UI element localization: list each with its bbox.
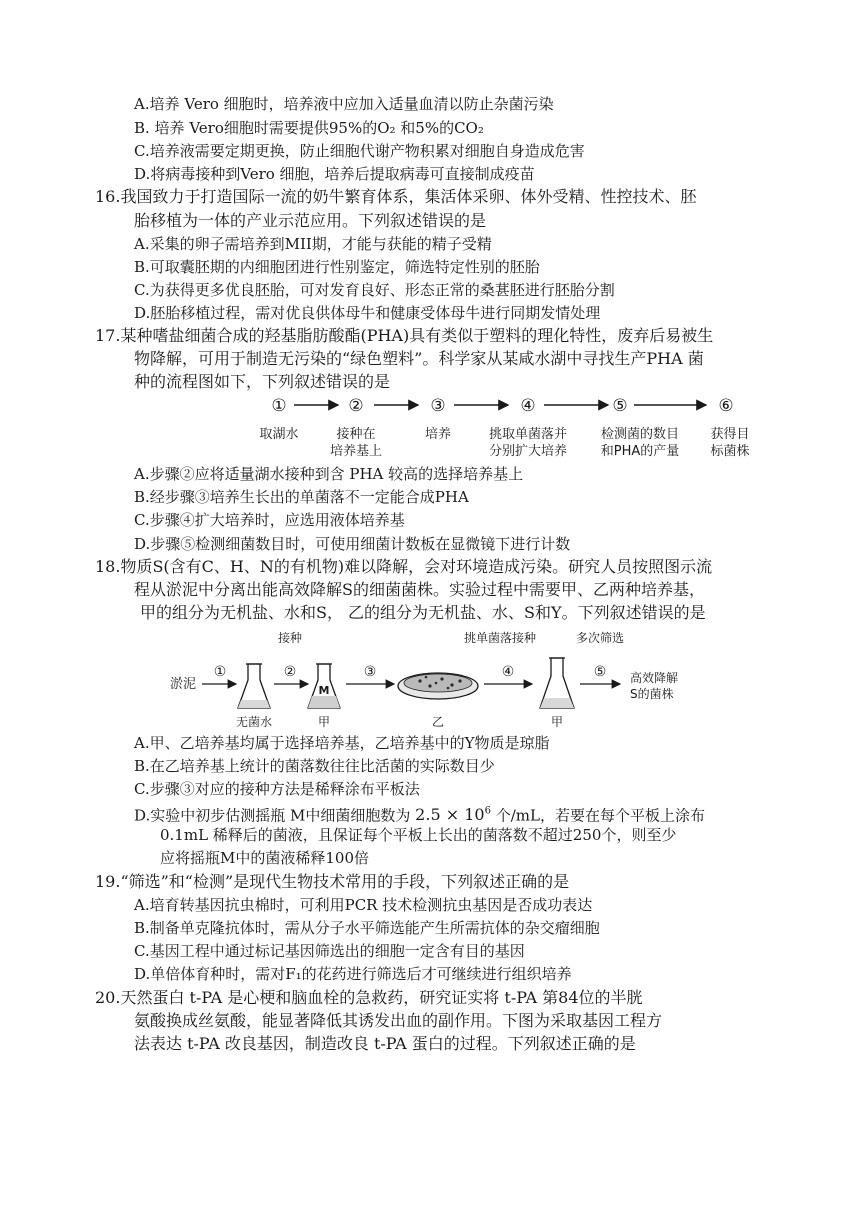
q18-flask-sterile-water (238, 664, 270, 708)
q19-option-a: A.培育转基因抗虫棉时，可利用PCR 技术检测抗虫基因是否成功表达 (134, 896, 593, 914)
q17-label-1: 取湖水 (259, 427, 299, 442)
q18-step-5: ⑤ (593, 664, 607, 680)
q18-flow-diagram (168, 626, 728, 730)
q18-option-d-value (415, 805, 491, 824)
q18-option-c: C.步骤③对应的接种方法是稀释涂布平板法 (134, 780, 420, 798)
q17-label-3: 培养 (424, 427, 452, 442)
q16-stem-line1: 16.我国致力于打造国际一流的奶牛繁育体系，集活体采卵、体外受精、性控技术、胚 (95, 187, 697, 206)
q15-option-a: A.培养 Vero 细胞时，培养液中应加入适量血清以防止杂菌污染 (134, 95, 554, 113)
q18-step-4: ④ (501, 664, 515, 680)
q15-option-b: B. 培养 Vero细胞时需要提供95%的O₂ 和5%的CO₂ (134, 119, 484, 137)
q18-step-1: ① (213, 664, 227, 680)
q18-option-b: B.在乙培养基上统计的菌落数往往比活菌的实际数目少 (134, 757, 495, 775)
q17-flow-diagram (250, 392, 770, 462)
q18-petri-dish (398, 673, 478, 699)
q18-result-line1: 高效降解 (630, 671, 679, 685)
q17-label-2a: 接种在 (336, 427, 376, 442)
q17-label-4a: 挑取单菌落并 (488, 427, 568, 442)
q18-option-d-prefix: D.实验中初步估测摇瓶 M中细菌细胞数为 (134, 806, 411, 825)
q18-option-d-line2: 0.1mL 稀释后的菌液，且保证每个平板上长出的菌落数不超过250个，则至少 (160, 826, 677, 844)
q18-bottom-label-4: 甲 (550, 715, 564, 729)
q18-top-label-1: 接种 (277, 631, 303, 645)
q18-top-label-3: 多次筛选 (575, 631, 625, 645)
q17-step-3: ③ (430, 396, 446, 416)
q17-label-2b: 培养基上 (329, 444, 383, 459)
q18-bottom-label-1: 无菌水 (235, 715, 273, 729)
q17-option-b: B.经步骤③培养生长出的单菌落不一定能合成PHA (134, 488, 469, 506)
q17-step-5: ⑤ (612, 396, 628, 416)
q18-bottom-label-2: 甲 (317, 715, 331, 729)
q18-option-d-line1 (134, 802, 705, 825)
q19-option-c: C.基因工程中通过标记基因筛选出的细胞一定含有目的基因 (134, 942, 525, 960)
q16-stem-line2: 胎移植为一体的产业示范应用。下列叙述错误的是 (134, 211, 487, 230)
q15-option-d: D.将病毒接种到Vero 细胞，培养后提取病毒可直接制成疫苗 (134, 165, 535, 183)
q18-flask-marker: M (318, 684, 330, 697)
q18-top-label-2: 挑单菌落接种 (463, 631, 537, 645)
q18-step-3: ③ (363, 664, 377, 680)
q19-option-d: D.单倍体育种时，需对F₁的花药进行筛选后才可继续进行组织培养 (134, 965, 572, 983)
q18-stem-line1: 18.物质S(含有C、H、N的有机物)难以降解，会对环境造成污染。研究人员按照图示流 (95, 557, 713, 576)
q18-source-label: 淤泥 (170, 677, 197, 692)
q16-option-d: D.胚胎移植过程，需对优良供体母牛和健康受体母牛进行同期发情处理 (134, 304, 601, 322)
q17-option-c: C.步骤④扩大培养时，应选用液体培养基 (134, 511, 405, 529)
q20-stem-line1: 20.天然蛋白 t-PA 是心梗和脑血栓的急救药，研究证实将 t-PA 第84位的半胱 (95, 988, 643, 1007)
q17-label-5b: 和PHA的产量 (600, 444, 680, 459)
q18-step-2: ② (283, 664, 297, 680)
q19-option-b: B.制备单克隆抗体时，需从分子水平筛选能产生所需抗体的杂交瘤细胞 (134, 919, 600, 937)
q18-bottom-label-3: 乙 (431, 715, 445, 729)
q18-stem-line2: 程从淤泥中分离出能高效降解S的细菌菌株。实验过程中需要甲、乙两种培养基， (134, 580, 705, 599)
q17-label-6a: 获得目 (710, 427, 750, 442)
q17-step-2: ② (348, 396, 364, 416)
q17-step-4: ④ (520, 396, 536, 416)
q16-option-c: C.为获得更多优良胚胎，可对发育良好、形态正常的桑葚胚进行胚胎分割 (134, 281, 615, 299)
q18-option-d-suffix: 个/mL，若要在每个平板上涂布 (495, 806, 705, 825)
q18-option-d-value-base: 2.5 × 10 (415, 805, 485, 825)
q18-option-d-value-exp: 6 (484, 806, 491, 817)
q17-stem-line3: 种的流程图如下，下列叙述错误的是 (134, 372, 391, 391)
q15-option-c: C.培养液需要定期更换，防止细胞代谢产物积累对细胞自身造成危害 (134, 142, 585, 160)
q18-option-a: A.甲、乙培养基均属于选择培养基，乙培养基中的Y物质是琼脂 (134, 734, 550, 752)
q17-step-6: ⑥ (718, 396, 734, 416)
q17-step-1: ① (271, 396, 287, 416)
q17-label-4b: 分别扩大培养 (488, 444, 568, 459)
q20-stem-line3: 法表达 t-PA 改良基因，制造改良 t-PA 蛋白的过程。下列叙述正确的是 (134, 1034, 636, 1053)
q18-result-line2: S的菌株 (630, 687, 674, 701)
q18-stem-line3: 甲的组分为无机盐、水和S， 乙的组分为无机盐、水、S和Y。下列叙述错误的是 (140, 603, 706, 622)
q17-option-a: A.步骤②应将适量湖水接种到含 PHA 较高的选择培养基上 (134, 465, 524, 483)
q18-flask-final (540, 658, 574, 708)
q18-option-d-line3: 应将摇瓶M中的菌液稀释100倍 (160, 849, 369, 867)
q16-option-b: B.可取囊胚期的内细胞团进行性别鉴定，筛选特定性别的胚胎 (134, 258, 540, 276)
q17-option-d: D.步骤⑤检测细菌数目时，可使用细菌计数板在显微镜下进行计数 (134, 535, 571, 553)
q20-stem-line2: 氨酸换成丝氨酸，能显著降低其诱发出血的副作用。下图为采取基因工程方 (134, 1011, 663, 1030)
q16-option-a: A.采集的卵子需培养到MII期，才能与获能的精子受精 (134, 235, 492, 253)
q17-label-5a: 检测菌的数目 (600, 427, 680, 442)
q17-label-6b: 标菌株 (710, 444, 750, 459)
q17-stem-line2: 物降解，可用于制造无污染的“绿色塑料”。科学家从某咸水湖中寻找生产PHA 菌 (134, 349, 704, 368)
q17-stem-line1: 17.某种嗜盐细菌合成的羟基脂肪酸酯(PHA)具有类似于塑料的理化特性，废弃后易被生 (95, 326, 714, 345)
q19-stem: 19.“筛选”和“检测”是现代生物技术常用的手段，下列叙述正确的是 (95, 872, 570, 891)
